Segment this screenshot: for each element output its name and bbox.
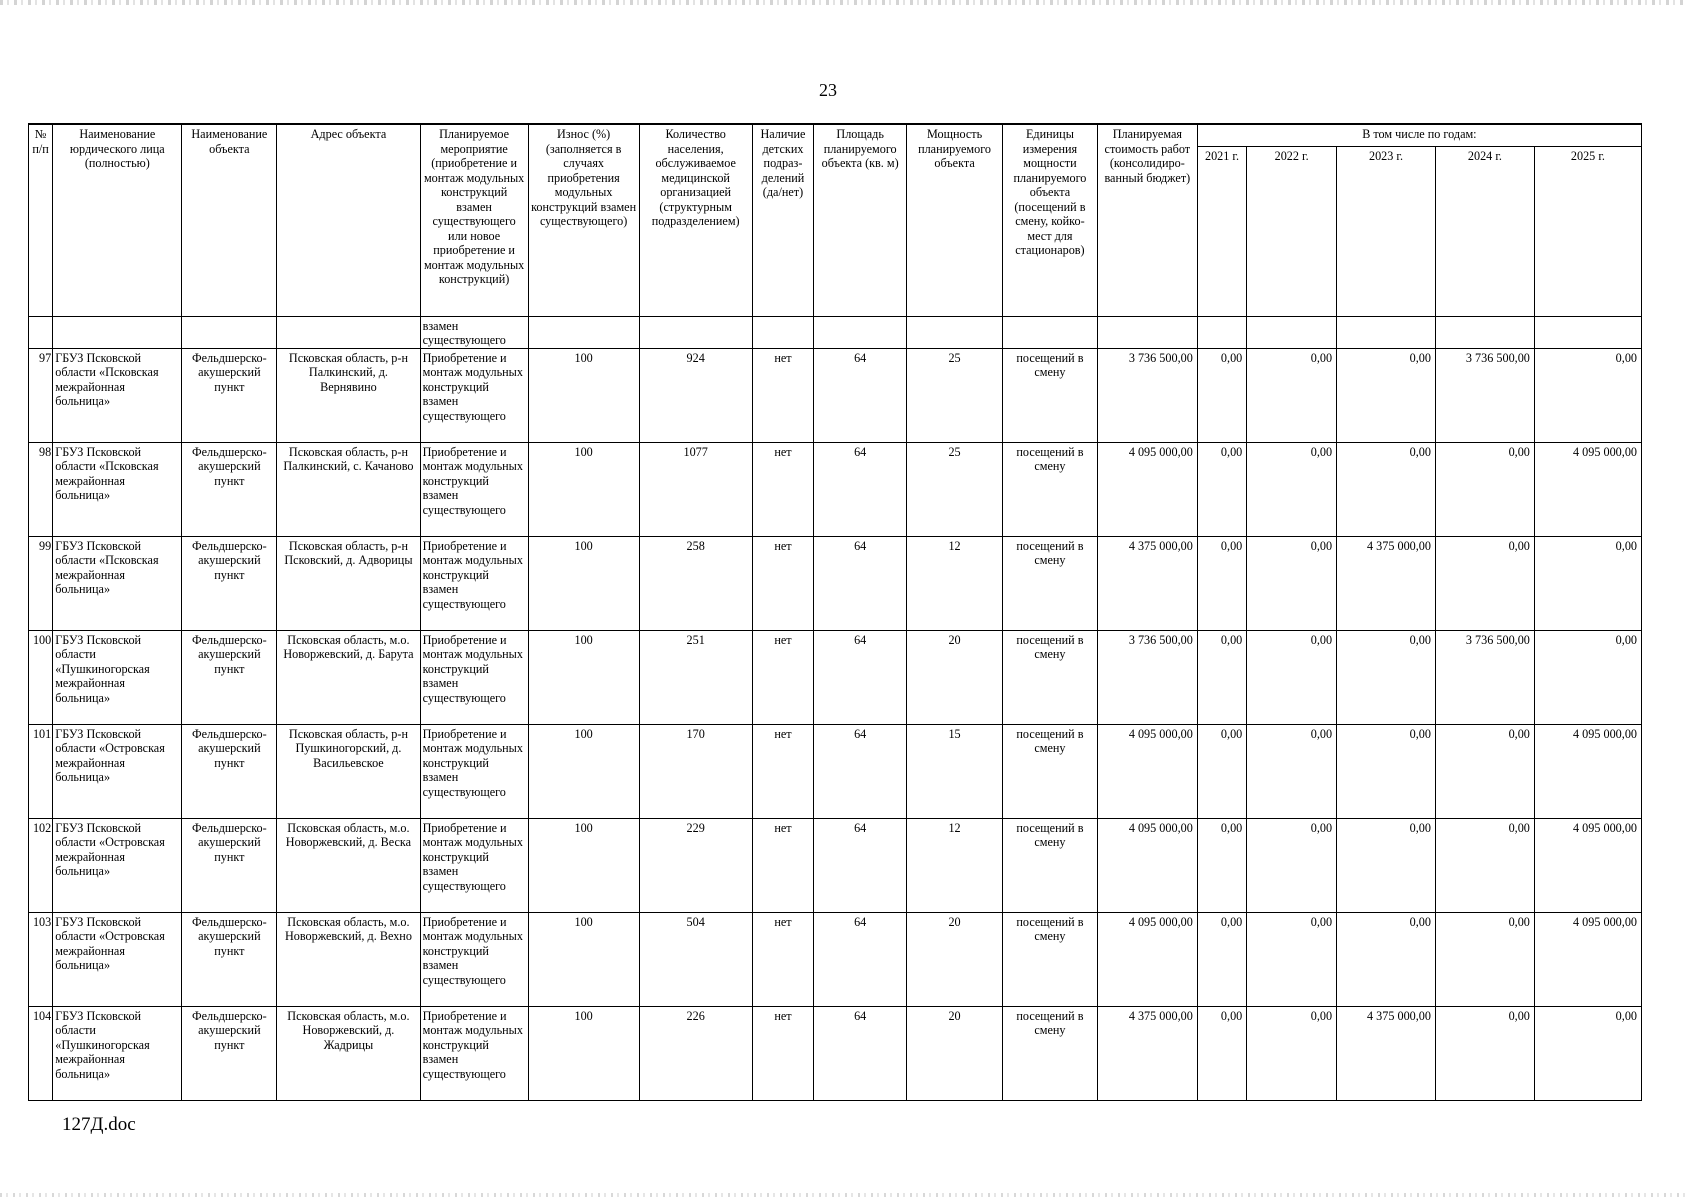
cell-year-2021: 0,00 — [1197, 442, 1246, 536]
cell-year-2025: 0,00 — [1534, 536, 1641, 630]
col-header-address: Адрес объекта — [277, 124, 420, 316]
cell-planned-cost: 4 095 000,00 — [1097, 912, 1197, 1006]
cell-object-name: Фельдшерско-акушерский пункт — [182, 630, 277, 724]
col-header-population: Количество населения, обслуживаемое медицинской организацией (структурным подразделением) — [639, 124, 752, 316]
cell-object-name: Фельдшерско-акушерский пункт — [182, 1006, 277, 1100]
table-row — [29, 818, 1642, 912]
cell-year-2022: 0,00 — [1247, 912, 1337, 1006]
cell-population: 924 — [639, 348, 752, 442]
col-header-year-2023: 2023 г. — [1337, 146, 1436, 316]
col-header-legal-name: Наименование юрдического лица (полностью) — [53, 124, 182, 316]
scan-edge-top — [0, 0, 1686, 5]
col-header-wear: Износ (%) (заполняется в случаях приобретения модульных конструкций взамен существующего) — [528, 124, 639, 316]
continuation-cell: взамен существующего — [420, 316, 528, 348]
table-body — [29, 316, 1642, 1100]
cell-planned-cost: 4 095 000,00 — [1097, 818, 1197, 912]
cell-year-2022: 0,00 — [1247, 724, 1337, 818]
cell-capacity: 25 — [907, 348, 1003, 442]
cell-planned-cost: 3 736 500,00 — [1097, 630, 1197, 724]
cell-object-name: Фельдшерско-акушерский пункт — [182, 724, 277, 818]
cell-capacity: 12 — [907, 536, 1003, 630]
cell-address: Псковская область, р-н Палкинский, с. Качаново — [277, 442, 420, 536]
cell-year-2022: 0,00 — [1247, 630, 1337, 724]
continuation-row — [29, 316, 1642, 348]
cell-year-2021: 0,00 — [1197, 818, 1246, 912]
cell-capacity: 20 — [907, 630, 1003, 724]
cell-legal-name: ГБУЗ Псковской области «Псковская межрайонная больница» — [53, 442, 182, 536]
cell-address: Псковская область, р-н Псковский, д. Адворицы — [277, 536, 420, 630]
cell-legal-name: ГБУЗ Псковской области «Островская межрайонная больница» — [53, 818, 182, 912]
cell-wear: 100 — [528, 1006, 639, 1100]
cell-planned-event: Приобретение и монтаж модульных конструкций взамен существующего — [420, 442, 528, 536]
cell-planned-cost: 4 095 000,00 — [1097, 724, 1197, 818]
cell-children-units: нет — [752, 1006, 814, 1100]
cell-area: 64 — [814, 442, 907, 536]
cell-year-2021: 0,00 — [1197, 630, 1246, 724]
cell-year-2024: 0,00 — [1435, 1006, 1534, 1100]
cell-area: 64 — [814, 536, 907, 630]
cell-capacity: 12 — [907, 818, 1003, 912]
cell-area: 64 — [814, 1006, 907, 1100]
cell-year-2023: 4 375 000,00 — [1337, 1006, 1436, 1100]
cell-planned-event: Приобретение и монтаж модульных конструкций взамен существующего — [420, 348, 528, 442]
cell-year-2025: 0,00 — [1534, 1006, 1641, 1100]
cell-capacity: 20 — [907, 912, 1003, 1006]
cell-children-units: нет — [752, 442, 814, 536]
cell-year-2024: 0,00 — [1435, 724, 1534, 818]
cell-children-units: нет — [752, 536, 814, 630]
cell-year-2021: 0,00 — [1197, 348, 1246, 442]
col-header-year-2025: 2025 г. — [1534, 146, 1641, 316]
footer-filename: 127Д.doc — [62, 1114, 136, 1135]
cell-planned-event: Приобретение и монтаж модульных конструкций взамен существующего — [420, 536, 528, 630]
cell-year-2021: 0,00 — [1197, 912, 1246, 1006]
cell-area: 64 — [814, 818, 907, 912]
cell-year-2022: 0,00 — [1247, 348, 1337, 442]
cell-children-units: нет — [752, 630, 814, 724]
cell-num: 98 — [29, 442, 53, 536]
cell-children-units: нет — [752, 724, 814, 818]
col-header-capacity-units: Единицы измерения мощности планируемого объекта (посещений в смену, койко-мест для стационаров) — [1003, 124, 1098, 316]
col-header-num: № п/п — [29, 124, 53, 316]
cell-capacity-units: посещений в смену — [1003, 912, 1098, 1006]
cell-capacity-units: посещений в смену — [1003, 630, 1098, 724]
cell-year-2021: 0,00 — [1197, 724, 1246, 818]
cell-year-2025: 4 095 000,00 — [1534, 818, 1641, 912]
cell-year-2023: 0,00 — [1337, 442, 1436, 536]
cell-capacity: 20 — [907, 1006, 1003, 1100]
cell-year-2023: 0,00 — [1337, 818, 1436, 912]
cell-population: 229 — [639, 818, 752, 912]
cell-planned-cost: 4 375 000,00 — [1097, 1006, 1197, 1100]
cell-planned-event: Приобретение и монтаж модульных конструкций взамен существующего — [420, 818, 528, 912]
col-header-year-2021: 2021 г. — [1197, 146, 1246, 316]
cell-year-2023: 0,00 — [1337, 724, 1436, 818]
cell-population: 251 — [639, 630, 752, 724]
cell-year-2021: 0,00 — [1197, 1006, 1246, 1100]
table-row — [29, 724, 1642, 818]
cell-legal-name: ГБУЗ Псковской области «Островская межрайонная больница» — [53, 724, 182, 818]
cell-object-name: Фельдшерско-акушерский пункт — [182, 442, 277, 536]
cell-year-2025: 4 095 000,00 — [1534, 442, 1641, 536]
col-header-year-2024: 2024 г. — [1435, 146, 1534, 316]
cell-year-2025: 4 095 000,00 — [1534, 912, 1641, 1006]
cell-population: 226 — [639, 1006, 752, 1100]
cell-year-2023: 4 375 000,00 — [1337, 536, 1436, 630]
cell-capacity-units: посещений в смену — [1003, 348, 1098, 442]
col-header-by-years: В том числе по годам: — [1197, 124, 1641, 146]
cell-year-2022: 0,00 — [1247, 818, 1337, 912]
cell-population: 258 — [639, 536, 752, 630]
cell-address: Псковская область, м.о. Новоржевский, д. Вехно — [277, 912, 420, 1006]
cell-wear: 100 — [528, 912, 639, 1006]
table-row — [29, 536, 1642, 630]
cell-area: 64 — [814, 912, 907, 1006]
cell-capacity-units: посещений в смену — [1003, 818, 1098, 912]
cell-area: 64 — [814, 724, 907, 818]
cell-wear: 100 — [528, 536, 639, 630]
cell-address: Псковская область, р-н Пушкиногорский, д. Васильевское — [277, 724, 420, 818]
scan-edge-bottom — [0, 1193, 1686, 1197]
page-number: 23 — [819, 80, 837, 100]
cell-address: Псковская область, м.о. Новоржевский, д. Веска — [277, 818, 420, 912]
cell-planned-event: Приобретение и монтаж модульных конструкций взамен существующего — [420, 630, 528, 724]
cell-year-2022: 0,00 — [1247, 1006, 1337, 1100]
cell-legal-name: ГБУЗ Псковской области «Псковская межрайонная больница» — [53, 348, 182, 442]
cell-wear: 100 — [528, 442, 639, 536]
cell-year-2025: 0,00 — [1534, 630, 1641, 724]
table-row — [29, 348, 1642, 442]
cell-planned-cost: 3 736 500,00 — [1097, 348, 1197, 442]
cell-legal-name: ГБУЗ Псковской области «Пушкиногорская межрайонная больница» — [53, 630, 182, 724]
cell-year-2023: 0,00 — [1337, 630, 1436, 724]
cell-address: Псковская область, м.о. Новоржевский, д. Жадрицы — [277, 1006, 420, 1100]
cell-children-units: нет — [752, 818, 814, 912]
cell-capacity-units: посещений в смену — [1003, 442, 1098, 536]
cell-children-units: нет — [752, 348, 814, 442]
cell-year-2022: 0,00 — [1247, 536, 1337, 630]
cell-wear: 100 — [528, 348, 639, 442]
cell-planned-cost: 4 375 000,00 — [1097, 536, 1197, 630]
table-row — [29, 442, 1642, 536]
cell-year-2024: 0,00 — [1435, 536, 1534, 630]
table-row — [29, 630, 1642, 724]
cell-year-2024: 3 736 500,00 — [1435, 348, 1534, 442]
table-header — [29, 124, 1642, 316]
cell-capacity: 15 — [907, 724, 1003, 818]
col-header-capacity: Мощность планируемого объекта — [907, 124, 1003, 316]
cell-address: Псковская область, м.о. Новоржевский, д. Барута — [277, 630, 420, 724]
cell-year-2021: 0,00 — [1197, 536, 1246, 630]
cell-num: 101 — [29, 724, 53, 818]
cell-planned-event: Приобретение и монтаж модульных конструкций взамен существующего — [420, 724, 528, 818]
col-header-object-name: Наименование объекта — [182, 124, 277, 316]
cell-year-2022: 0,00 — [1247, 442, 1337, 536]
cell-year-2024: 0,00 — [1435, 818, 1534, 912]
cell-area: 64 — [814, 630, 907, 724]
cell-planned-event: Приобретение и монтаж модульных конструкций взамен существующего — [420, 1006, 528, 1100]
cell-capacity-units: посещений в смену — [1003, 536, 1098, 630]
cell-area: 64 — [814, 348, 907, 442]
cell-population: 504 — [639, 912, 752, 1006]
cell-capacity: 25 — [907, 442, 1003, 536]
cell-num: 97 — [29, 348, 53, 442]
cell-year-2025: 0,00 — [1534, 348, 1641, 442]
cell-num: 102 — [29, 818, 53, 912]
data-table — [28, 123, 1642, 1101]
cell-year-2023: 0,00 — [1337, 912, 1436, 1006]
col-header-planned-event: Планируемое мероприятие (приобретение и монтаж модульных конструкций взамен существующего или новое приобретение и монтаж модульных конструкций) — [420, 124, 528, 316]
cell-object-name: Фельдшерско-акушерский пункт — [182, 348, 277, 442]
cell-legal-name: ГБУЗ Псковской области «Псковская межрайонная больница» — [53, 536, 182, 630]
cell-year-2023: 0,00 — [1337, 348, 1436, 442]
cell-num: 104 — [29, 1006, 53, 1100]
cell-year-2024: 0,00 — [1435, 912, 1534, 1006]
cell-wear: 100 — [528, 630, 639, 724]
cell-population: 1077 — [639, 442, 752, 536]
cell-wear: 100 — [528, 818, 639, 912]
col-header-year-2022: 2022 г. — [1247, 146, 1337, 316]
cell-legal-name: ГБУЗ Псковской области «Островская межрайонная больница» — [53, 912, 182, 1006]
cell-population: 170 — [639, 724, 752, 818]
cell-year-2024: 3 736 500,00 — [1435, 630, 1534, 724]
col-header-area: Площадь планируемого объекта (кв. м) — [814, 124, 907, 316]
cell-children-units: нет — [752, 912, 814, 1006]
cell-object-name: Фельдшерско-акушерский пункт — [182, 536, 277, 630]
cell-planned-event: Приобретение и монтаж модульных конструкций взамен существующего — [420, 912, 528, 1006]
cell-address: Псковская область, р-н Палкинский, д. Вернявино — [277, 348, 420, 442]
cell-wear: 100 — [528, 724, 639, 818]
col-header-planned-cost: Планируемая стоимость работ (консолидиро-ванный бюджет) — [1097, 124, 1197, 316]
cell-capacity-units: посещений в смену — [1003, 1006, 1098, 1100]
cell-object-name: Фельдшерско-акушерский пункт — [182, 818, 277, 912]
table-row — [29, 1006, 1642, 1100]
cell-year-2024: 0,00 — [1435, 442, 1534, 536]
col-header-children-units: Наличие детских подраз-делений (да/нет) — [752, 124, 814, 316]
cell-num: 103 — [29, 912, 53, 1006]
cell-object-name: Фельдшерско-акушерский пункт — [182, 912, 277, 1006]
cell-num: 100 — [29, 630, 53, 724]
cell-capacity-units: посещений в смену — [1003, 724, 1098, 818]
cell-planned-cost: 4 095 000,00 — [1097, 442, 1197, 536]
table-row — [29, 912, 1642, 1006]
cell-year-2025: 4 095 000,00 — [1534, 724, 1641, 818]
cell-legal-name: ГБУЗ Псковской области «Пушкиногорская межрайонная больница» — [53, 1006, 182, 1100]
cell-num: 99 — [29, 536, 53, 630]
